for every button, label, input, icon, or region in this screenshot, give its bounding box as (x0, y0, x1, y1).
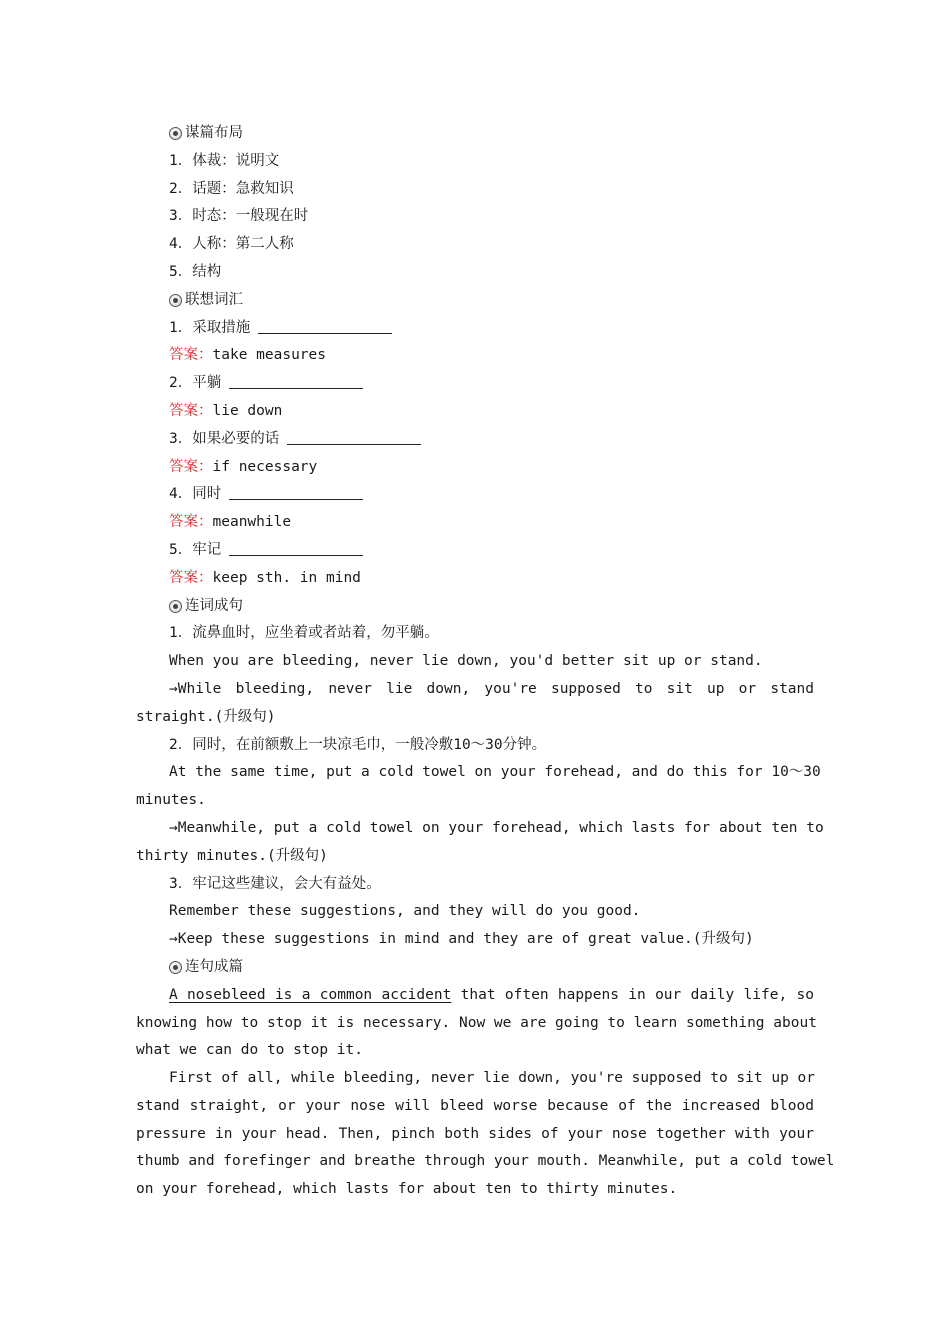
underlined-topic-sentence: A nosebleed is a common accident (169, 986, 452, 1003)
passage-line: what we can do to stop it. (136, 1042, 363, 1059)
answer-label: 答案： (169, 402, 213, 419)
circle-bullet-icon (169, 600, 182, 613)
worksheet-content (136, 120, 835, 1204)
answer-blank (229, 485, 363, 500)
layout-item: 5．结构 (169, 263, 222, 280)
vocab-answer: 答案：meanwhile (169, 514, 292, 531)
answer-blank (258, 319, 392, 334)
passage-line: knowing how to stop it is necessary. Now we are going to learn something about (136, 1014, 817, 1031)
circle-bullet-icon (169, 294, 182, 307)
vocab-answer: 答案：lie down (169, 402, 283, 419)
answer-label: 答案： (169, 347, 213, 364)
vocab-question: 1．采取措施 (136, 315, 814, 343)
vocab-question: 4．同时 (136, 481, 814, 509)
sentence-english: Remember these suggestions, and they will do you good. (169, 903, 641, 920)
sentence-english-cont: minutes. (136, 792, 206, 809)
answer-label: 答案： (169, 458, 213, 475)
circle-bullet-icon (169, 127, 182, 140)
passage-line: on your forehead, which lasts for about ten to thirty minutes. (136, 1181, 678, 1198)
answer-blank (229, 374, 363, 389)
passage-line: A nosebleed is a common accident that often happens in our daily life, so (169, 986, 814, 1003)
answer-blank (229, 541, 363, 556)
passage-line: stand straight, or your nose will bleed worse because of the increased blood (136, 1097, 814, 1114)
passage-line: First of all, while bleeding, never lie down, you're supposed to sit up or (169, 1070, 816, 1087)
circle-bullet-icon (169, 961, 182, 974)
layout-item: 4．人称：第二人称 (169, 236, 294, 253)
sentence-english: At the same time, put a cold towel on your forehead, and do this for 10～30 (169, 764, 821, 781)
sentence-upgrade: →Meanwhile, put a cold towel on your forehead, which lasts for about ten to (169, 819, 824, 836)
layout-item: 2．话题：急救知识 (169, 180, 294, 197)
passage-line: thumb and forefinger and breathe through your mouth. Meanwhile, put a cold towel (136, 1153, 835, 1170)
sentence-chinese: 1．流鼻血时，应坐着或者站着，勿平躺。 (169, 625, 439, 642)
vocab-question: 5．牢记 (136, 537, 814, 565)
sentence-upgrade-cont: straight.(升级句) (136, 708, 276, 725)
answer-label: 答案： (169, 514, 213, 531)
layout-item: 3．时态：一般现在时 (169, 208, 309, 225)
answer-blank (287, 430, 421, 445)
sentence-english: When you are bleeding, never lie down, you'd better sit up or stand. (169, 653, 763, 670)
section-heading-vocab: 联想词汇 (136, 287, 814, 315)
section-heading-passage: 连句成篇 (136, 954, 814, 982)
vocab-question: 3．如果必要的话 (136, 426, 814, 454)
vocab-question: 2．平躺 (136, 370, 814, 398)
sentence-upgrade: →Keep these suggestions in mind and they are of great value.(升级句) (169, 931, 754, 948)
answer-label: 答案： (169, 569, 213, 586)
vocab-answer: 答案：keep sth. in mind (169, 569, 361, 586)
sentence-upgrade-cont: thirty minutes.(升级句) (136, 847, 328, 864)
sentence-upgrade: →While bleeding, never lie down, you're supposed to sit up or stand (169, 680, 814, 697)
layout-item: 1．体裁：说明文 (169, 152, 280, 169)
vocab-answer: 答案：take measures (169, 347, 326, 364)
section-heading-sentences: 连词成句 (136, 593, 814, 621)
sentence-chinese: 2．同时，在前额敷上一块凉毛巾，一般冷敷10～30分钟。 (169, 736, 547, 753)
vocab-answer: 答案：if necessary (169, 458, 318, 475)
passage-line: pressure in your head. Then, pinch both sides of your nose together with your (136, 1125, 814, 1142)
section-heading-layout: 谋篇布局 (136, 120, 814, 148)
sentence-chinese: 3．牢记这些建议，会大有益处。 (169, 875, 381, 892)
